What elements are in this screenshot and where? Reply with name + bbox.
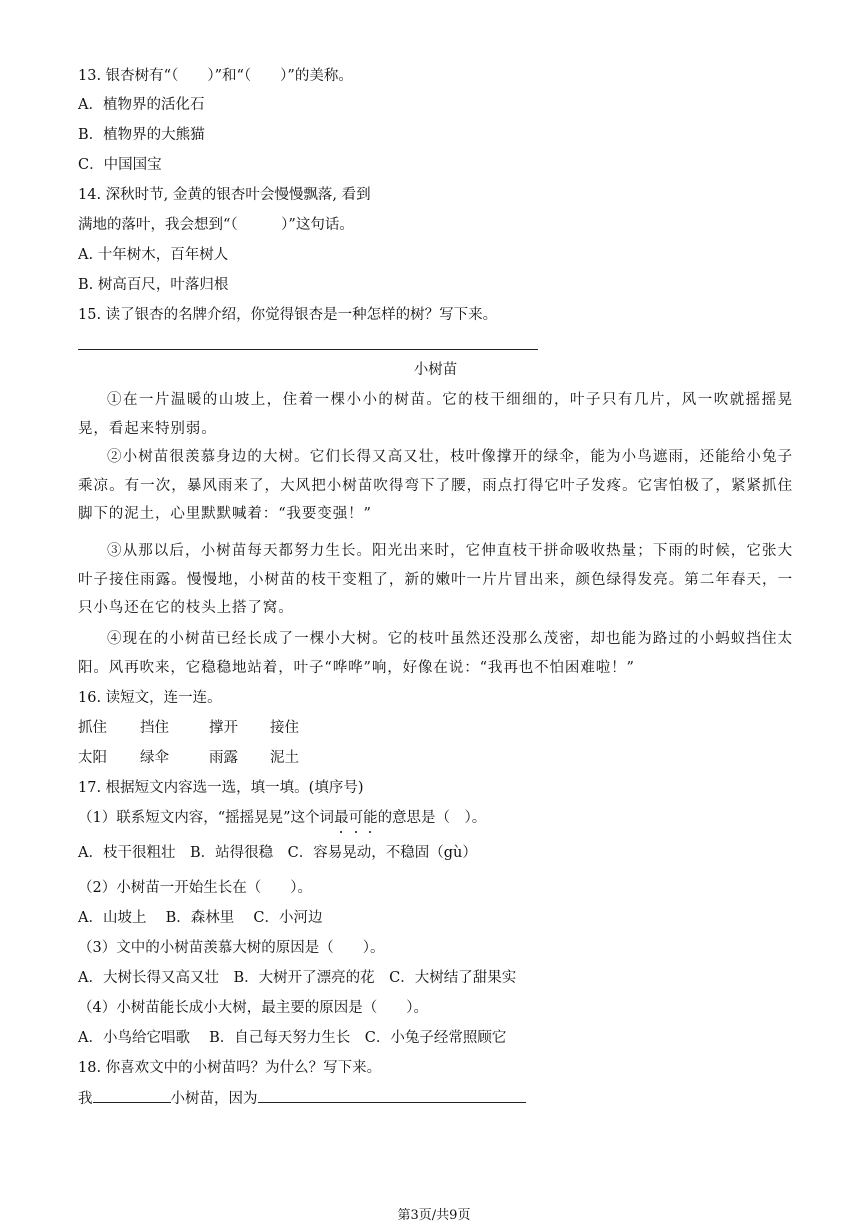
emphasis-char: 可	[348, 810, 364, 826]
q18-fill-line	[78, 1088, 526, 1109]
page-number: 第3页/共9页	[397, 1208, 471, 1223]
match-word-top-2[interactable]: 挡住	[140, 720, 169, 736]
q17-part2: （2）小树苗一开始生长在（ ）。	[78, 880, 312, 896]
q13-question: 13. 银杏树有“（ ）”和“（ ）”的美称。	[78, 68, 353, 84]
q17-part2-options: A．山坡上 B．森林里 C．小河边	[78, 910, 323, 926]
q16-word-row-top	[78, 718, 378, 738]
q17-part3: （3）文中的小树苗羡慕大树的原因是（ ）。	[78, 940, 385, 956]
match-word-bottom-2[interactable]: 绿伞	[140, 750, 169, 766]
q15-answer-line[interactable]	[78, 349, 538, 350]
q13-option-a: A．植物界的活化石	[78, 97, 205, 113]
q13-option-c: C．中国国宝	[78, 157, 162, 173]
q18-fill-middle: 小树苗，因为	[170, 1091, 258, 1107]
q18-fill-prefix: 我	[78, 1091, 93, 1107]
match-word-bottom-3[interactable]: 雨露	[209, 750, 238, 766]
q15-question: 15. 读了银杏的名牌介绍，你觉得银杏是一种怎样的树？写下来。	[78, 307, 498, 323]
match-word-top-3[interactable]: 撑开	[209, 720, 238, 736]
match-word-top-4[interactable]: 接住	[270, 720, 299, 736]
q16-word-row-bottom	[78, 748, 378, 768]
emphasis-char: 最	[334, 810, 349, 826]
q18-blank-like[interactable]	[93, 1088, 171, 1103]
q17-part1-before: （1）联系短文内容，“摇摇晃晃”这个词	[78, 810, 335, 826]
q14-question-line1: 14. 深秋时节, 金黄的银杏叶会慢慢飘落, 看到	[78, 187, 371, 203]
q17-part1-after: 的意思是（ ）。	[377, 810, 487, 826]
match-word-bottom-1[interactable]: 太阳	[78, 750, 107, 766]
q17-part4-options: A．小鸟给它唱歌 B．自己每天努力生长 C．小兔子经常照顾它	[78, 1030, 507, 1046]
q17-part3-options: A．大树长得又高又壮 B．大树开了漂亮的花 C．大树结了甜果实	[78, 970, 517, 986]
passage-paragraph-3: ③从那以后，小树苗每天都努力生长。阳光出来时，它伸直枝干拼命吸收热量；下雨的时候，它张大叶子接住雨露。慢慢地，小树苗的枝干变粗了，新的嫩叶一片片冒出来，颜色绿得发亮。第二年春天，一只小鸟还在它的枝头上搭了窝。	[78, 543, 793, 616]
q17-question: 17. 根据短文内容选一选，填一填。(填序号)	[78, 780, 364, 796]
q17-part1-options: A．枝干很粗壮 B．站得很稳 C．容易晃动，不稳固（gù）	[78, 845, 477, 861]
q17-part1	[78, 808, 486, 828]
emphasis-char: 能	[363, 810, 378, 826]
passage-paragraph-4: ④现在的小树苗已经长成了一棵小大树。它的枝叶虽然还没那么茂密，却也能为路过的小蚂蚁挡住太阳。风再吹来，它稳稳地站着，叶子“哗哗”响，好像在说：“我再也不怕困难啦！”	[78, 631, 793, 676]
q17-part1-emphasis	[334, 810, 378, 826]
match-word-top-1[interactable]: 抓住	[78, 720, 107, 736]
q14-option-a: A. 十年树木，百年树人	[78, 247, 229, 263]
passage-paragraph-2: ②小树苗很羡慕身边的大树。它们长得又高又壮，枝叶像撑开的绿伞，能为小鸟遮雨，还能给小兔子乘凉。有一次，暴风雨来了，大风把小树苗吹得弯下了腰，雨点打得它叶子发疼。它害怕极了，紧紧抓住脚下的泥土，心里默默喊着：“我要变强！”	[78, 449, 793, 522]
q17-part4: （4）小树苗能长成小大树，最主要的原因是（ ）。	[78, 1000, 428, 1016]
q18-blank-reason[interactable]	[258, 1088, 526, 1103]
q14-question-line2: 满地的落叶，我会想到“（ ）”这句话。	[78, 217, 354, 233]
q13-option-b: B．植物界的大熊猫	[78, 127, 205, 143]
q16-question: 16. 读短文，连一连。	[78, 690, 222, 706]
q18-question: 18. 你喜欢文中的小树苗吗？为什么？写下来。	[78, 1060, 382, 1076]
match-word-bottom-4[interactable]: 泥土	[270, 750, 299, 766]
passage-title: 小树苗	[413, 362, 458, 378]
q14-option-b: B. 树高百尺，叶落归根	[78, 277, 229, 293]
passage-paragraph-1: ①在一片温暖的山坡上，住着一棵小小的树苗。它的枝干细细的，叶子只有几片，风一吹就摇摇晃晃，看起来特别弱。	[78, 392, 793, 437]
